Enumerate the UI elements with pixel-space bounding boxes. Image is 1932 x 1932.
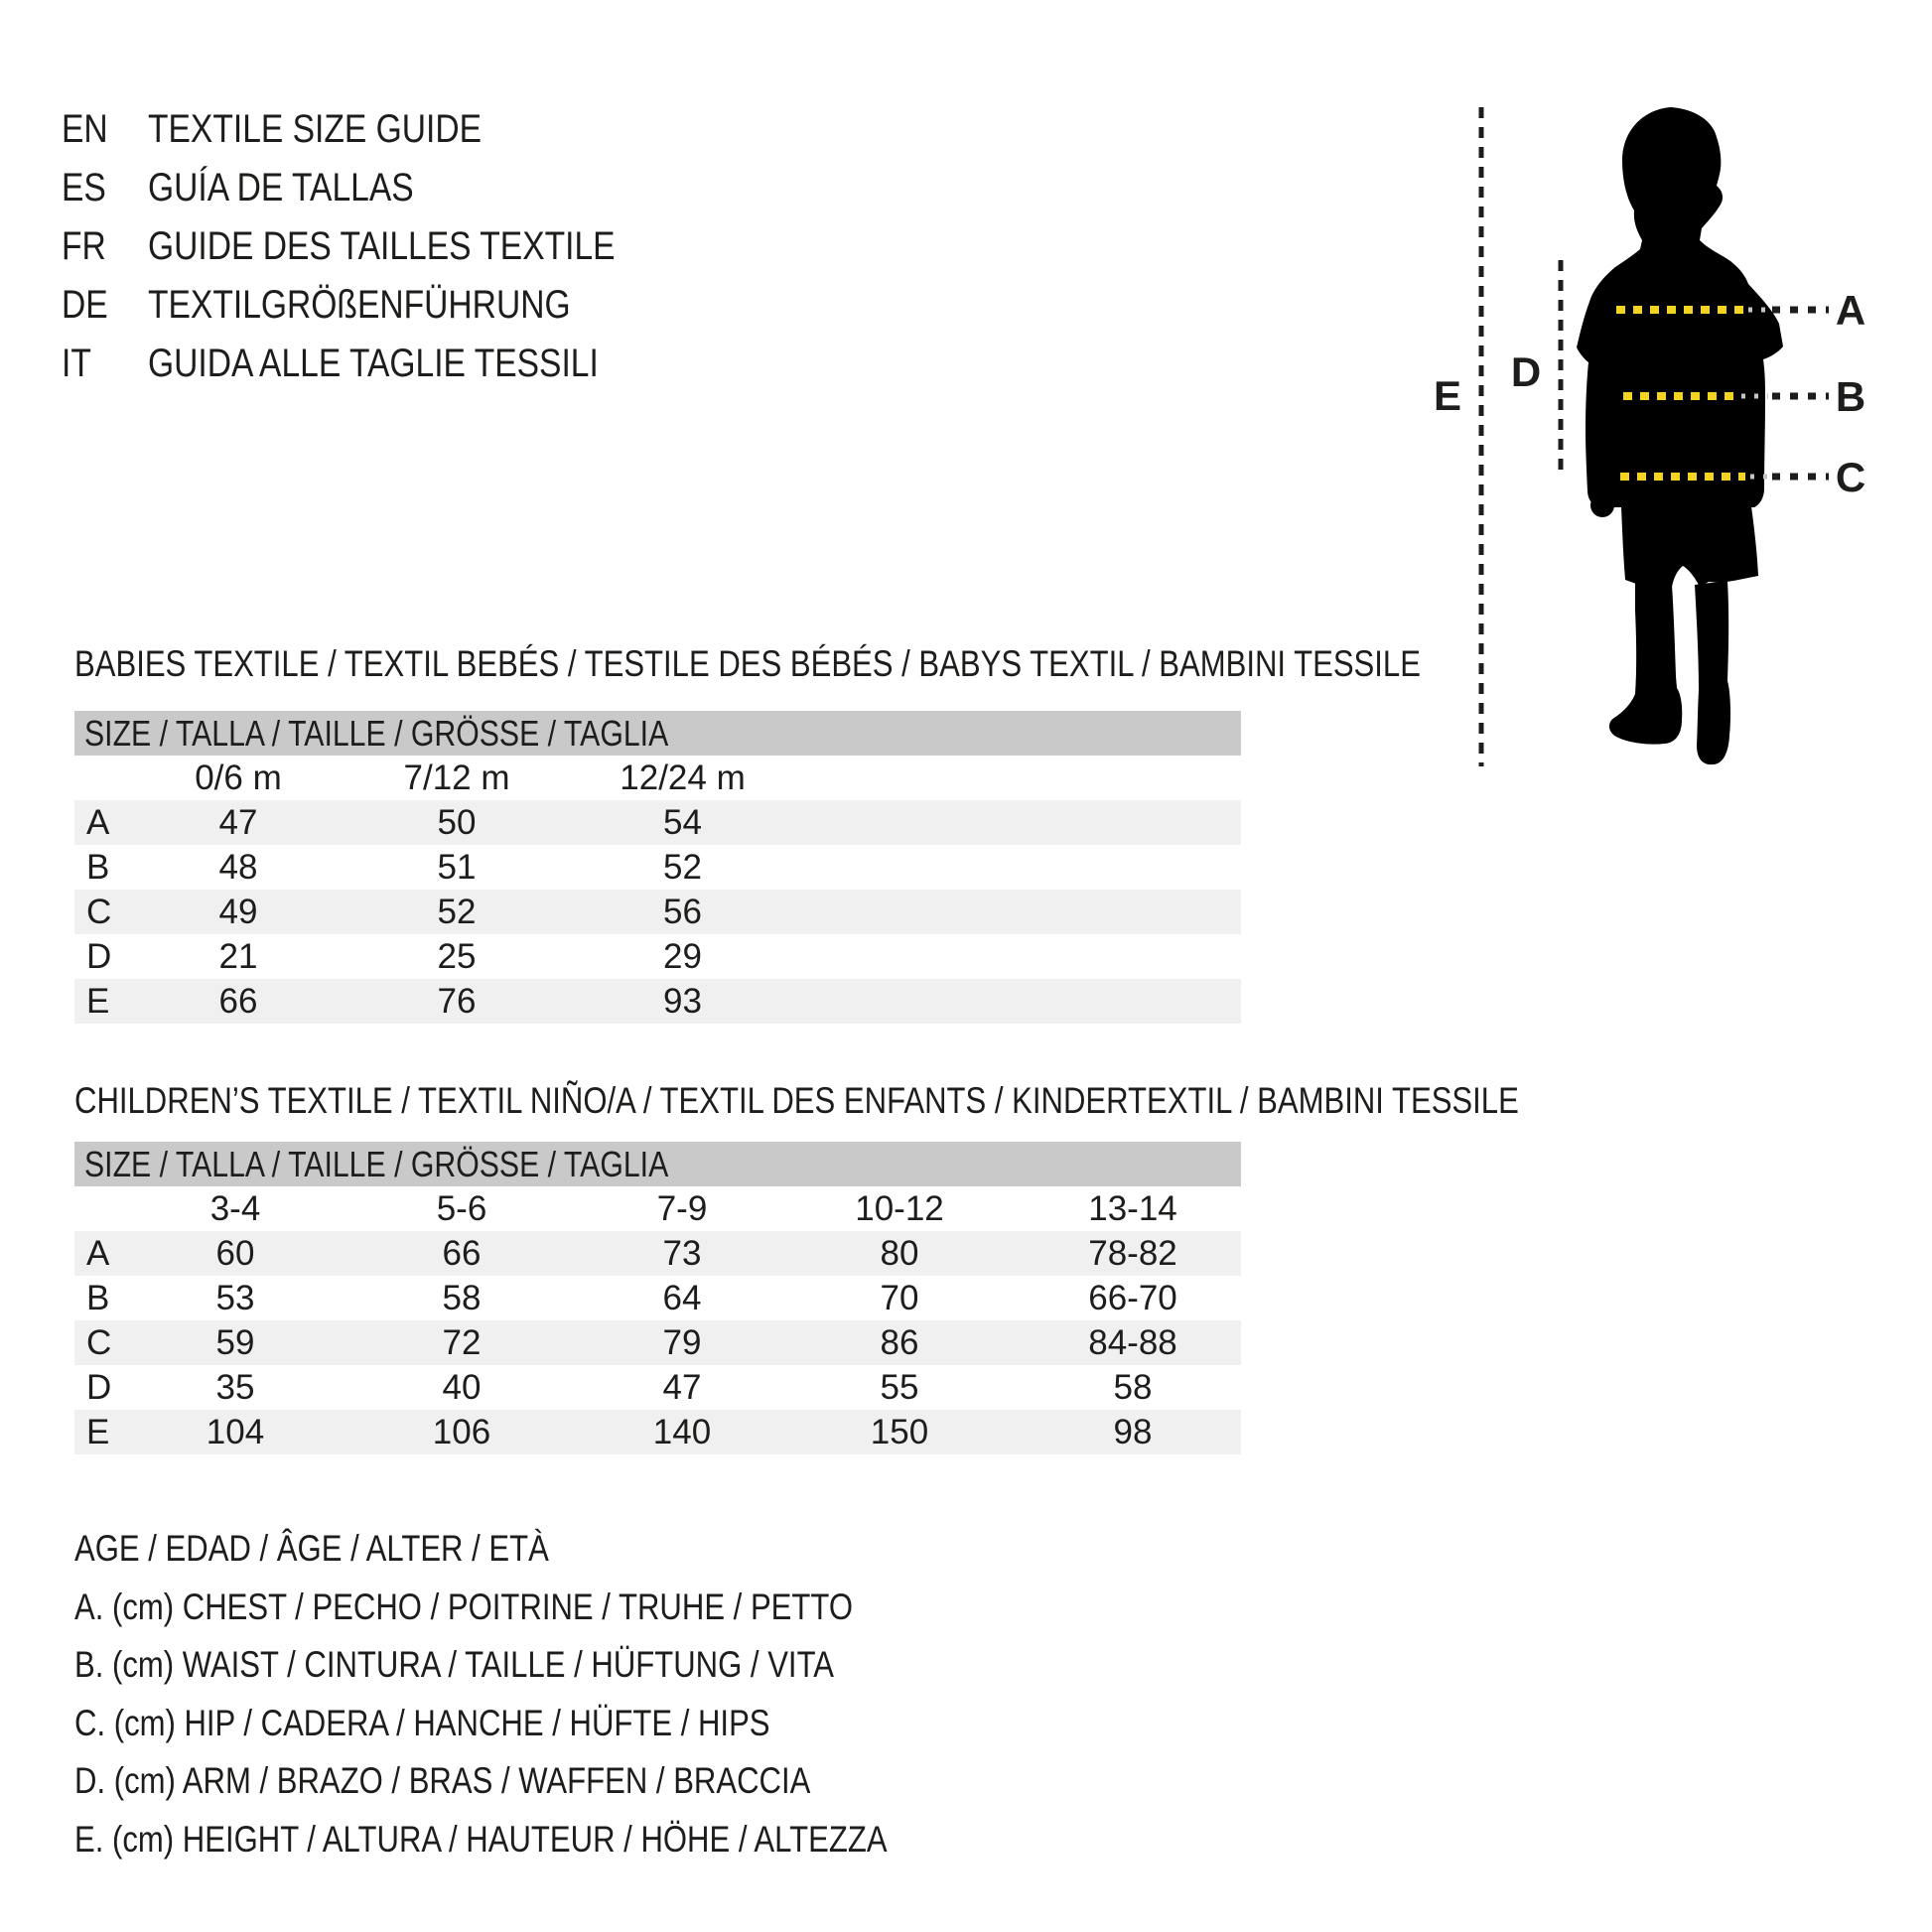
lang-code: IT: [62, 342, 91, 385]
table-row: [74, 1365, 1241, 1410]
cell: 48: [218, 847, 258, 887]
empty-cell: [74, 1186, 164, 1231]
cell: 72: [442, 1322, 482, 1362]
babies-col-header: 0/6 m: [195, 758, 282, 797]
cell: 35: [215, 1367, 255, 1407]
legend-text: A. (cm) CHEST / PECHO / POITRINE / TRUHE / PETTO: [74, 1586, 854, 1627]
children-section-title: [74, 1080, 1794, 1122]
cell: 70: [880, 1278, 919, 1317]
cell: 106: [432, 1412, 491, 1451]
cell: 49: [218, 892, 258, 931]
cell: 52: [437, 892, 477, 931]
empty-cell: [764, 800, 1241, 845]
babies-col-header: 12/24 m: [620, 758, 746, 797]
cell: 47: [218, 802, 258, 842]
lang-code: ES: [62, 166, 106, 209]
cell: 25: [437, 936, 477, 976]
cell: 80: [880, 1233, 919, 1273]
lang-row-de: [62, 276, 704, 335]
cell: 55: [880, 1367, 919, 1407]
legend-text: D. (cm) ARM / BRAZO / BRAS / WAFFEN / BRACCIA: [74, 1760, 811, 1801]
legend-text: AGE / EDAD / ÂGE / ALTER / ETÀ: [74, 1528, 549, 1569]
cell: 84-88: [1088, 1322, 1177, 1362]
guide-title-es: GUÍA DE TALLAS: [148, 166, 414, 209]
children-section-title-text: CHILDREN’S TEXTILE / TEXTIL NIÑO/A / TEXTIL DES ENFANTS / KINDERTEXTIL / BAMBINI TESSILE: [74, 1080, 1519, 1121]
empty-cell: [1214, 1186, 1241, 1231]
marker-label-e: E: [1433, 372, 1462, 419]
guide-title-it: GUIDA ALLE TAGLIE TESSILI: [148, 342, 599, 385]
cell: 93: [663, 981, 702, 1021]
babies-size-header-bar: [74, 711, 1241, 756]
legend-line-height: [74, 1811, 1041, 1869]
cell: 58: [442, 1278, 482, 1317]
marker-label-d: D: [1510, 348, 1542, 395]
legend-line-chest: [74, 1579, 1041, 1637]
cell: 40: [442, 1367, 482, 1407]
table-row: [74, 979, 1241, 1024]
empty-cell: [1214, 1320, 1241, 1365]
silhouette-shorts: [1621, 506, 1758, 587]
cell: 76: [437, 981, 477, 1021]
babies-col-header: 7/12 m: [403, 758, 510, 797]
cell: 98: [1113, 1412, 1153, 1451]
row-label: D: [86, 936, 112, 976]
cell: 56: [663, 892, 702, 931]
lang-code: EN: [62, 107, 108, 151]
children-col-header: 3-4: [209, 1188, 261, 1228]
cell: 150: [870, 1412, 929, 1451]
legend-line-waist: [74, 1636, 1041, 1695]
cell: 64: [662, 1278, 702, 1317]
cell: 66: [218, 981, 258, 1021]
cell: 140: [652, 1412, 712, 1451]
lang-code: DE: [62, 283, 108, 327]
row-label: C: [86, 1322, 112, 1362]
babies-column-header-row: [74, 756, 1241, 800]
empty-cell: [1214, 1276, 1241, 1320]
children-col-header: 7-9: [656, 1188, 708, 1228]
cell: 53: [215, 1278, 255, 1317]
children-col-header: 13-14: [1088, 1188, 1177, 1228]
children-size-header-bar: [74, 1142, 1241, 1186]
table-row: [74, 890, 1241, 934]
empty-cell: [74, 756, 164, 800]
table-row: [74, 1320, 1241, 1365]
cell: 66-70: [1088, 1278, 1177, 1317]
row-label: B: [86, 847, 110, 887]
empty-cell: [764, 934, 1241, 979]
empty-cell: [764, 979, 1241, 1024]
measurement-legend: [74, 1520, 1041, 1868]
empty-cell: [764, 890, 1241, 934]
table-row: [74, 1410, 1241, 1454]
lang-row-fr: [62, 217, 704, 276]
marker-label-b: B: [1835, 373, 1866, 420]
marker-label-c: C: [1835, 454, 1866, 500]
table-row: [74, 845, 1241, 890]
row-label: D: [86, 1367, 112, 1407]
cell: 54: [663, 802, 702, 842]
table-row: [74, 934, 1241, 979]
lang-row-es: [62, 159, 704, 217]
row-label: E: [86, 1412, 110, 1451]
legend-text: B. (cm) WAIST / CINTURA / TAILLE / HÜFTUNG / VITA: [74, 1644, 834, 1685]
table-row: [74, 1276, 1241, 1320]
empty-cell: [1214, 1231, 1241, 1276]
empty-cell: [764, 756, 1241, 800]
lang-row-it: [62, 335, 704, 393]
empty-cell: [764, 845, 1241, 890]
cell: 29: [663, 936, 702, 976]
cell: 73: [662, 1233, 702, 1273]
silhouette-hand: [1590, 493, 1614, 517]
marker-label-a: A: [1835, 287, 1866, 334]
children-col-header: 5-6: [436, 1188, 487, 1228]
cell: 66: [442, 1233, 482, 1273]
cell: 51: [437, 847, 477, 887]
babies-size-header-text: SIZE / TALLA / TAILLE / GRÖSSE / TAGLIA: [84, 713, 669, 754]
row-label: A: [86, 802, 110, 842]
children-col-header: 10-12: [855, 1188, 944, 1228]
cell: 86: [880, 1322, 919, 1362]
cell: 47: [662, 1367, 702, 1407]
lang-row-en: [62, 100, 704, 159]
cell: 78-82: [1088, 1233, 1177, 1273]
children-size-header-text: SIZE / TALLA / TAILLE / GRÖSSE / TAGLIA: [84, 1144, 669, 1184]
lang-code: FR: [62, 224, 106, 268]
row-label: C: [86, 892, 112, 931]
row-label: A: [86, 1233, 110, 1273]
cell: 50: [437, 802, 477, 842]
legend-text: C. (cm) HIP / CADERA / HANCHE / HÜFTE / HIPS: [74, 1702, 770, 1743]
language-title-block: [62, 100, 704, 393]
guide-title-de: TEXTILGRÖßENFÜHRUNG: [148, 283, 571, 327]
cell: 21: [218, 936, 258, 976]
cell: 60: [215, 1233, 255, 1273]
guide-title-en: TEXTILE SIZE GUIDE: [148, 107, 483, 151]
babies-section-title-text: BABIES TEXTILE / TEXTIL BEBÉS / TESTILE DES BÉBÉS / BABYS TEXTIL / BAMBINI TESSILE: [74, 643, 1421, 684]
cell: 58: [1113, 1367, 1153, 1407]
table-row: [74, 1231, 1241, 1276]
legend-line-arm: [74, 1752, 1041, 1811]
cell: 52: [663, 847, 702, 887]
empty-cell: [1214, 1410, 1241, 1454]
table-row: [74, 800, 1241, 845]
children-size-table: [74, 1186, 1241, 1454]
legend-text: E. (cm) HEIGHT / ALTURA / HAUTEUR / HÖHE / ALTEZZA: [74, 1818, 888, 1860]
cell: 79: [662, 1322, 702, 1362]
legend-line-hip: [74, 1695, 1041, 1753]
row-label: B: [86, 1278, 110, 1317]
babies-section-title: [74, 643, 1677, 685]
legend-line-age: [74, 1520, 1041, 1579]
row-label: E: [86, 981, 110, 1021]
guide-title-fr: GUIDE DES TAILLES TEXTILE: [148, 224, 616, 268]
cell: 59: [215, 1322, 255, 1362]
empty-cell: [1214, 1365, 1241, 1410]
cell: 104: [206, 1412, 265, 1451]
babies-size-table: [74, 756, 1241, 1024]
children-column-header-row: [74, 1186, 1241, 1231]
silhouette-right-leg-shoe: [1695, 581, 1730, 764]
